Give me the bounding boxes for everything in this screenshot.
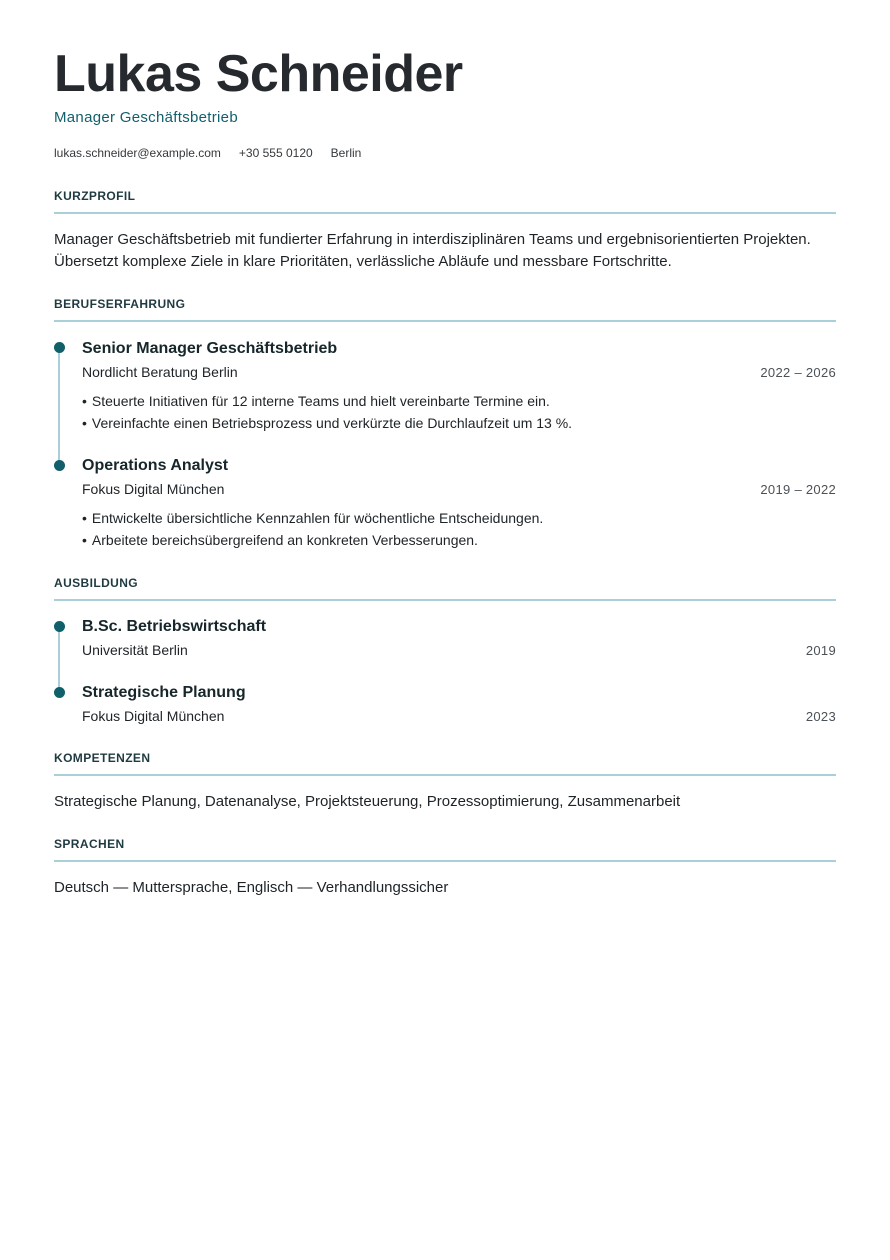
candidate-name: Lukas Schneider [54,45,463,103]
contact-line [54,146,361,160]
timeline-dot [54,342,65,353]
experience-title: Operations Analyst [82,457,229,474]
experience-title: Senior Manager Geschäftsbetrieb [82,340,338,357]
education-date: 2019 [805,643,836,658]
skills-text: Strategische Planung, Datenanalyse, Projektsteuerung, Prozessoptimierung, Zusammenarbeit [54,793,681,810]
section-divider [54,860,836,862]
experience-date: 2022 – 2026 [760,365,836,380]
experience-date: 2019 – 2022 [760,482,836,497]
section-title-profile: KURZPROFIL [54,189,136,203]
languages-text: Deutsch — Muttersprache, Englisch — Verhandlungssicher [54,879,449,896]
contact-email: lukas.schneider@example.com [54,146,221,160]
contact-city: Berlin [330,146,362,160]
section-title-experience: BERUFSERFAHRUNG [54,297,186,311]
timeline-dot [54,460,65,471]
education-org: Universität Berlin [82,642,188,658]
education-title: B.Sc. Betriebswirtschaft [82,618,267,635]
experience-timeline [58,348,60,466]
profile-text: Manager Geschäftsbetrieb mit fundierter Erfahrung in interdisziplinären Teams und ergebnisorientierten Projekten. Übersetzt komplexe Ziele in klare Prioritäten, verlässliche Abläufe und messbare Fortschritte. [54,231,811,270]
education-date: 2023 [805,709,836,724]
education-org: Fokus Digital München [82,708,225,724]
education-title: Strategische Planung [82,684,246,701]
timeline-dot [54,621,65,632]
education-timeline [58,627,60,693]
experience-org: Fokus Digital München [82,481,225,497]
experience-bullet: • Entwickelte übersichtliche Kennzahlen für wöchentliche Entscheidungen. [82,510,544,526]
section-title-languages: SPRACHEN [54,837,125,851]
contact-phone: +30 555 0120 [238,146,313,160]
experience-bullet: • Vereinfachte einen Betriebsprozess und verkürzte die Durchlaufzeit um 13 %. [82,415,573,431]
experience-bullet: • Steuerte Initiativen für 12 interne Teams und hielt vereinbarte Termine ein. [82,393,550,409]
candidate-role: Manager Geschäftsbetrieb [54,109,238,126]
experience-org: Nordlicht Beratung Berlin [82,364,238,380]
section-divider [54,774,836,776]
section-title-skills: KOMPETENZEN [54,751,151,765]
section-title-education: AUSBILDUNG [54,576,138,590]
timeline-dot [54,687,65,698]
section-divider [54,212,836,214]
section-divider [54,320,836,322]
experience-bullet: • Arbeitete bereichsübergreifend an konkreten Verbesserungen. [82,532,478,548]
section-divider [54,599,836,601]
